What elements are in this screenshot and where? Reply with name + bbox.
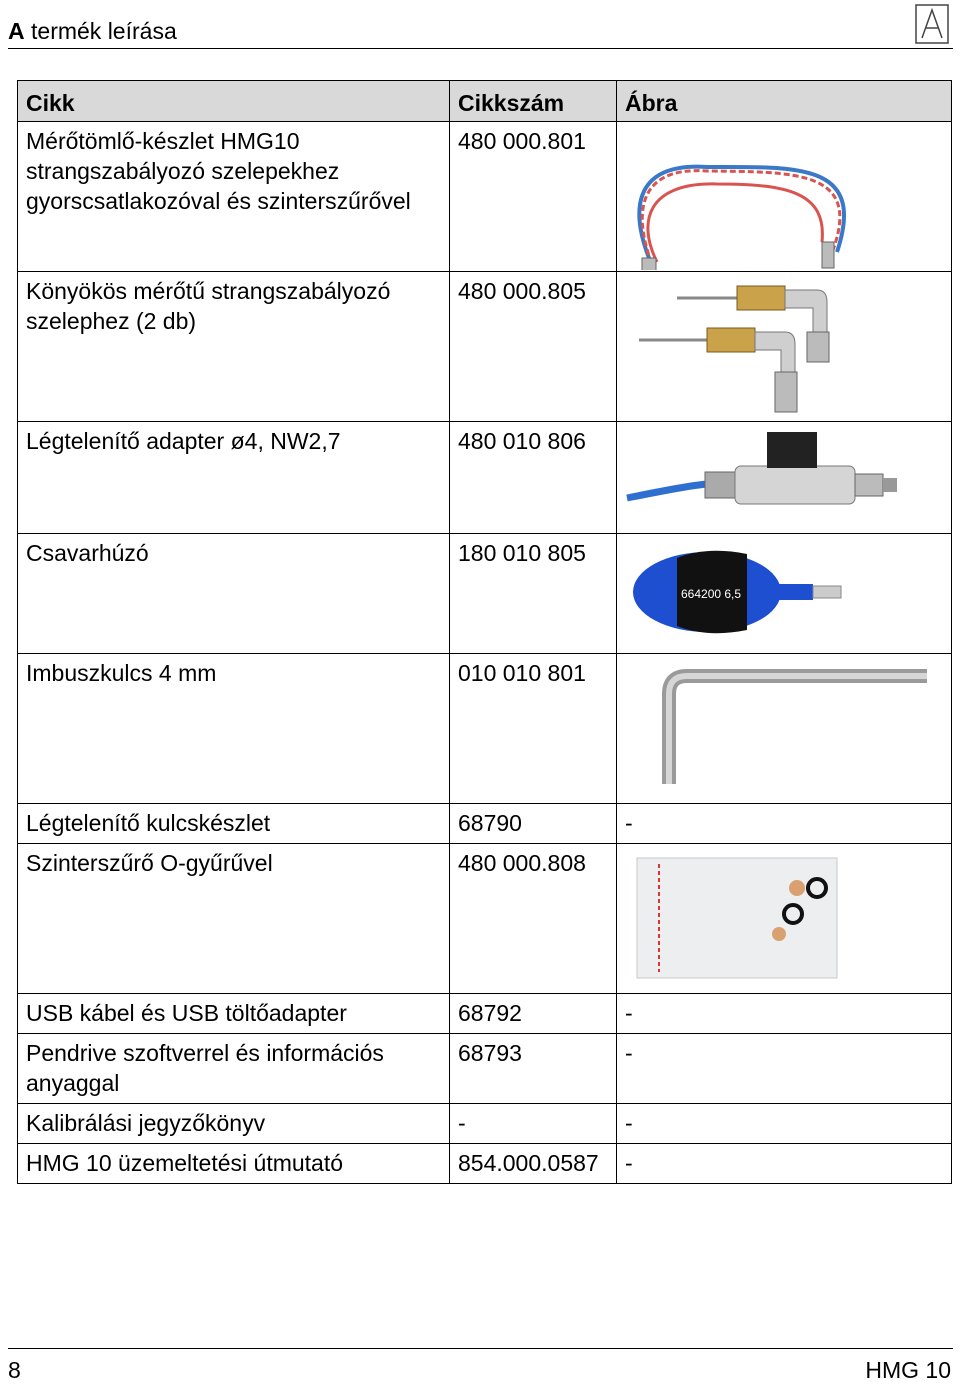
item-name: USB kábel és USB töltőadapter [18,994,450,1034]
item-figure: - [617,1104,952,1144]
item-number: 480 000.801 [450,122,617,272]
item-number: 010 010 801 [450,654,617,804]
table-row [18,1034,952,1104]
item-number: 480 000.808 [450,844,617,994]
item-figure: - [617,1034,952,1104]
table-row [18,422,952,534]
table-row [18,804,952,844]
page-number: 8 [8,1357,21,1383]
table-row [18,1104,952,1144]
parts-table [17,80,952,1184]
sinter-filter-image [617,844,952,992]
column-header-figure: Ábra [617,81,952,122]
item-figure: - [617,804,952,844]
page-header [8,14,953,49]
vent-adapter-image [617,422,952,532]
item-name: Csavarhúzó [18,534,450,654]
item-number: 68792 [450,994,617,1034]
item-number: 180 010 805 [450,534,617,654]
column-header-item: Cikk [18,81,450,122]
item-number: 480 010 806 [450,422,617,534]
item-figure: - [617,994,952,1034]
logo-icon [915,4,949,44]
item-name: HMG 10 üzemeltetési útmutató [18,1144,450,1184]
column-header-number: Cikkszám [450,81,617,122]
table-row [18,122,952,272]
item-figure [617,844,952,994]
item-figure [617,122,952,272]
item-name: Kalibrálási jegyzőkönyv [18,1104,450,1144]
measuring-needle-image [617,272,952,420]
screwdriver-image [617,534,952,652]
item-name: Légtelenítő kulcskészlet [18,804,450,844]
item-name: Szinterszűrő O-gyűrűvel [18,844,450,994]
page-title: A termék leírása [8,18,177,44]
item-figure [617,654,952,804]
table-row [18,654,952,804]
item-name: Imbuszkulcs 4 mm [18,654,450,804]
item-figure: - [617,1144,952,1184]
item-name: Mérőtömlő-készlet HMG10 strangszabályozó szelepekhez gyorscsatlakozóval és szinterszűrővel [18,122,450,272]
screwdriver-label: 664200 6,5 [681,587,742,601]
product-name: HMG 10 [865,1357,951,1383]
item-figure [617,534,952,654]
item-figure [617,422,952,534]
item-name: Pendrive szoftverrel és információs anyaggal [18,1034,450,1104]
table-row [18,994,952,1034]
table-row [18,1144,952,1184]
item-number: - [450,1104,617,1144]
table-row [18,272,952,422]
page-footer [8,1348,953,1383]
table-header-row [18,81,952,122]
item-number: 68793 [450,1034,617,1104]
item-number: 854.000.0587 [450,1144,617,1184]
item-name: Légtelenítő adapter ø4, NW2,7 [18,422,450,534]
item-number: 68790 [450,804,617,844]
item-name: Könyökös mérőtű strangszabályozó szelephez (2 db) [18,272,450,422]
hex-key-image [617,654,952,802]
hose-set-image [617,122,952,270]
item-figure [617,272,952,422]
table-row [18,534,952,654]
item-number: 480 000.805 [450,272,617,422]
table-row [18,844,952,994]
